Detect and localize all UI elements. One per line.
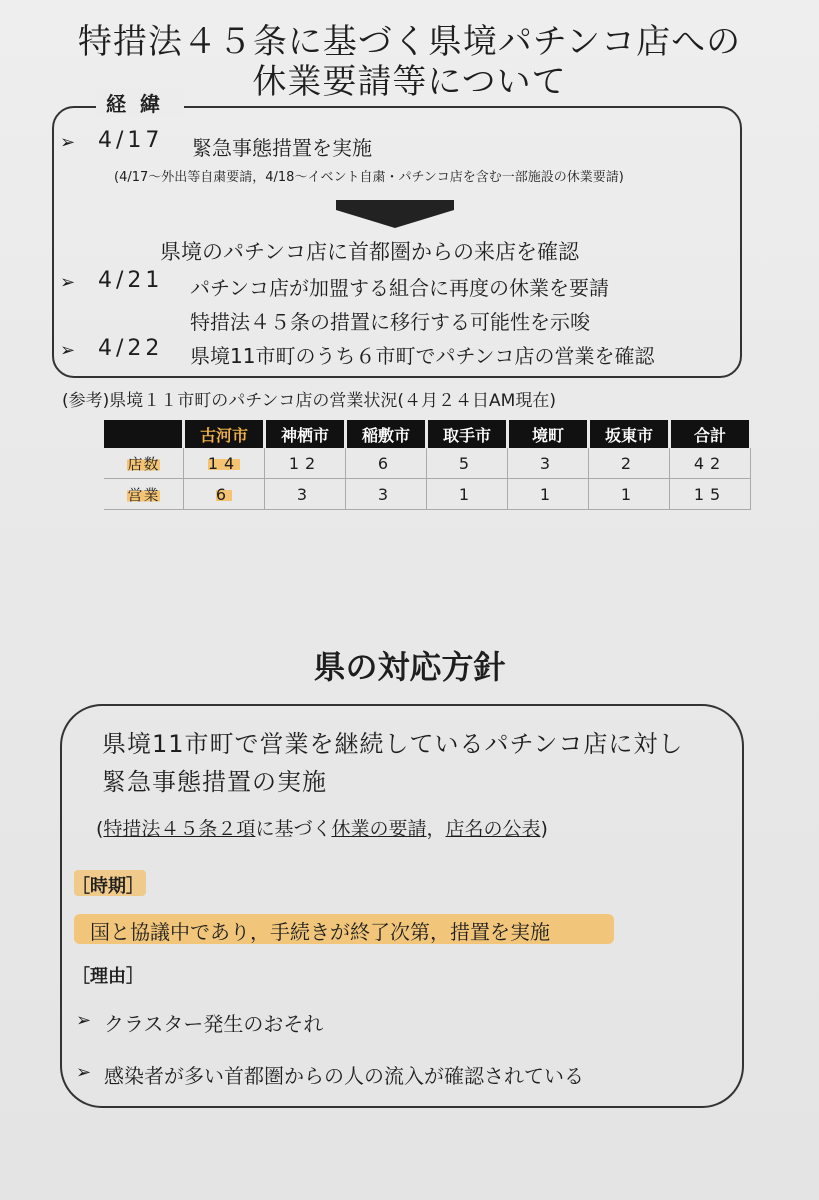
history-text-1: 緊急事態措置を実施 <box>192 136 372 160</box>
table-cell: 3 <box>346 479 427 510</box>
history-date-1: 4/17 <box>98 128 164 153</box>
policy-note <box>96 814 548 841</box>
table-cell: 15 <box>670 479 751 510</box>
table-cell: 2 <box>589 448 670 479</box>
history-text-2: パチンコ店が加盟する組合に再度の休業を要請 <box>190 276 609 300</box>
policy-note-open: ( <box>96 818 104 840</box>
table-row <box>104 448 751 479</box>
reason-label: ［理由］ <box>72 966 144 987</box>
policy-line-1: 県境11市町で営業を継続しているパチンコ店に対し <box>102 730 684 758</box>
history-date-3: 4/22 <box>98 336 164 361</box>
col-header-kamisu: 神栖市 <box>265 420 346 448</box>
table-cell: 1 <box>508 479 589 510</box>
history-note-1: (4/17～外出等自粛要請，4/18～イベント自粛・パチンコ店を含む一部施設の休業要請) <box>114 170 624 185</box>
history-text-3: 県境11市町のうち６市町でパチンコ店の営業を確認 <box>190 344 655 368</box>
policy-note-law: 特措法４５条２項 <box>103 818 256 840</box>
table-cell: 12 <box>265 448 346 479</box>
policy-line-2: 緊急事態措置の実施 <box>102 768 327 796</box>
row-label-open: 営業 <box>127 485 160 504</box>
history-bullet-1: ➢ <box>60 132 76 153</box>
status-table <box>104 420 752 510</box>
status-table-header-row <box>104 420 751 448</box>
history-label: 経緯 <box>96 88 184 117</box>
col-header-total: 合計 <box>670 420 751 448</box>
table-cell: 3 <box>265 479 346 510</box>
policy-note-publish: 店名の公表 <box>445 818 541 840</box>
reason-text-1: クラスター発生のおそれ <box>104 1012 324 1036</box>
policy-note-close: ) <box>540 818 548 840</box>
document-title-line-2: 休業要請等について <box>252 62 567 102</box>
policy-heading: 県の対応方針 <box>313 648 506 686</box>
table-cell: 1 <box>589 479 670 510</box>
down-arrow-icon <box>336 200 454 226</box>
table-cell: 1 <box>427 479 508 510</box>
history-bullet-2: ➢ <box>60 272 76 293</box>
document-title-line-1: 特措法４５条に基づく県境パチンコ店への <box>77 22 742 62</box>
col-header-sakai: 境町 <box>508 420 589 448</box>
timing-text: 国と協議中であり，手続きが終了次第，措置を実施 <box>90 920 550 944</box>
policy-note-mid1: に基づく <box>255 818 332 840</box>
table-cell: 6 <box>215 484 233 504</box>
table-row <box>104 479 751 510</box>
reason-bullet-1: ➢ <box>76 1010 92 1031</box>
table-cell: 6 <box>346 448 427 479</box>
reason-bullet-2: ➢ <box>76 1062 92 1083</box>
col-header-toride: 取手市 <box>427 420 508 448</box>
history-date-2: 4/21 <box>98 268 164 293</box>
col-header-inashiki: 稲敷市 <box>346 420 427 448</box>
table-cell: 5 <box>427 448 508 479</box>
timing-label: ［時期］ <box>72 876 144 897</box>
policy-note-mid2: ， <box>426 818 446 840</box>
history-confirm: 県境のパチンコ店に首都圏からの来店を確認 <box>160 240 579 264</box>
history-bullet-3: ➢ <box>60 340 76 361</box>
history-sub-2: 特措法４５条の措置に移行する可能性を示唆 <box>190 310 590 334</box>
reference-title: (参考)県境１１市町のパチンコ店の営業状況(４月２４日AM現在) <box>62 391 556 411</box>
reason-text-2: 感染者が多い首都圏からの人の流入が確認されている <box>104 1064 584 1088</box>
col-header-bando: 坂東市 <box>589 420 670 448</box>
row-label-stores: 店数 <box>127 454 160 473</box>
table-cell: 14 <box>207 453 241 473</box>
policy-note-request: 休業の要請 <box>331 818 427 840</box>
table-cell: 42 <box>670 448 751 479</box>
table-cell: 3 <box>508 448 589 479</box>
col-header-koga: 古河市 <box>184 420 265 448</box>
